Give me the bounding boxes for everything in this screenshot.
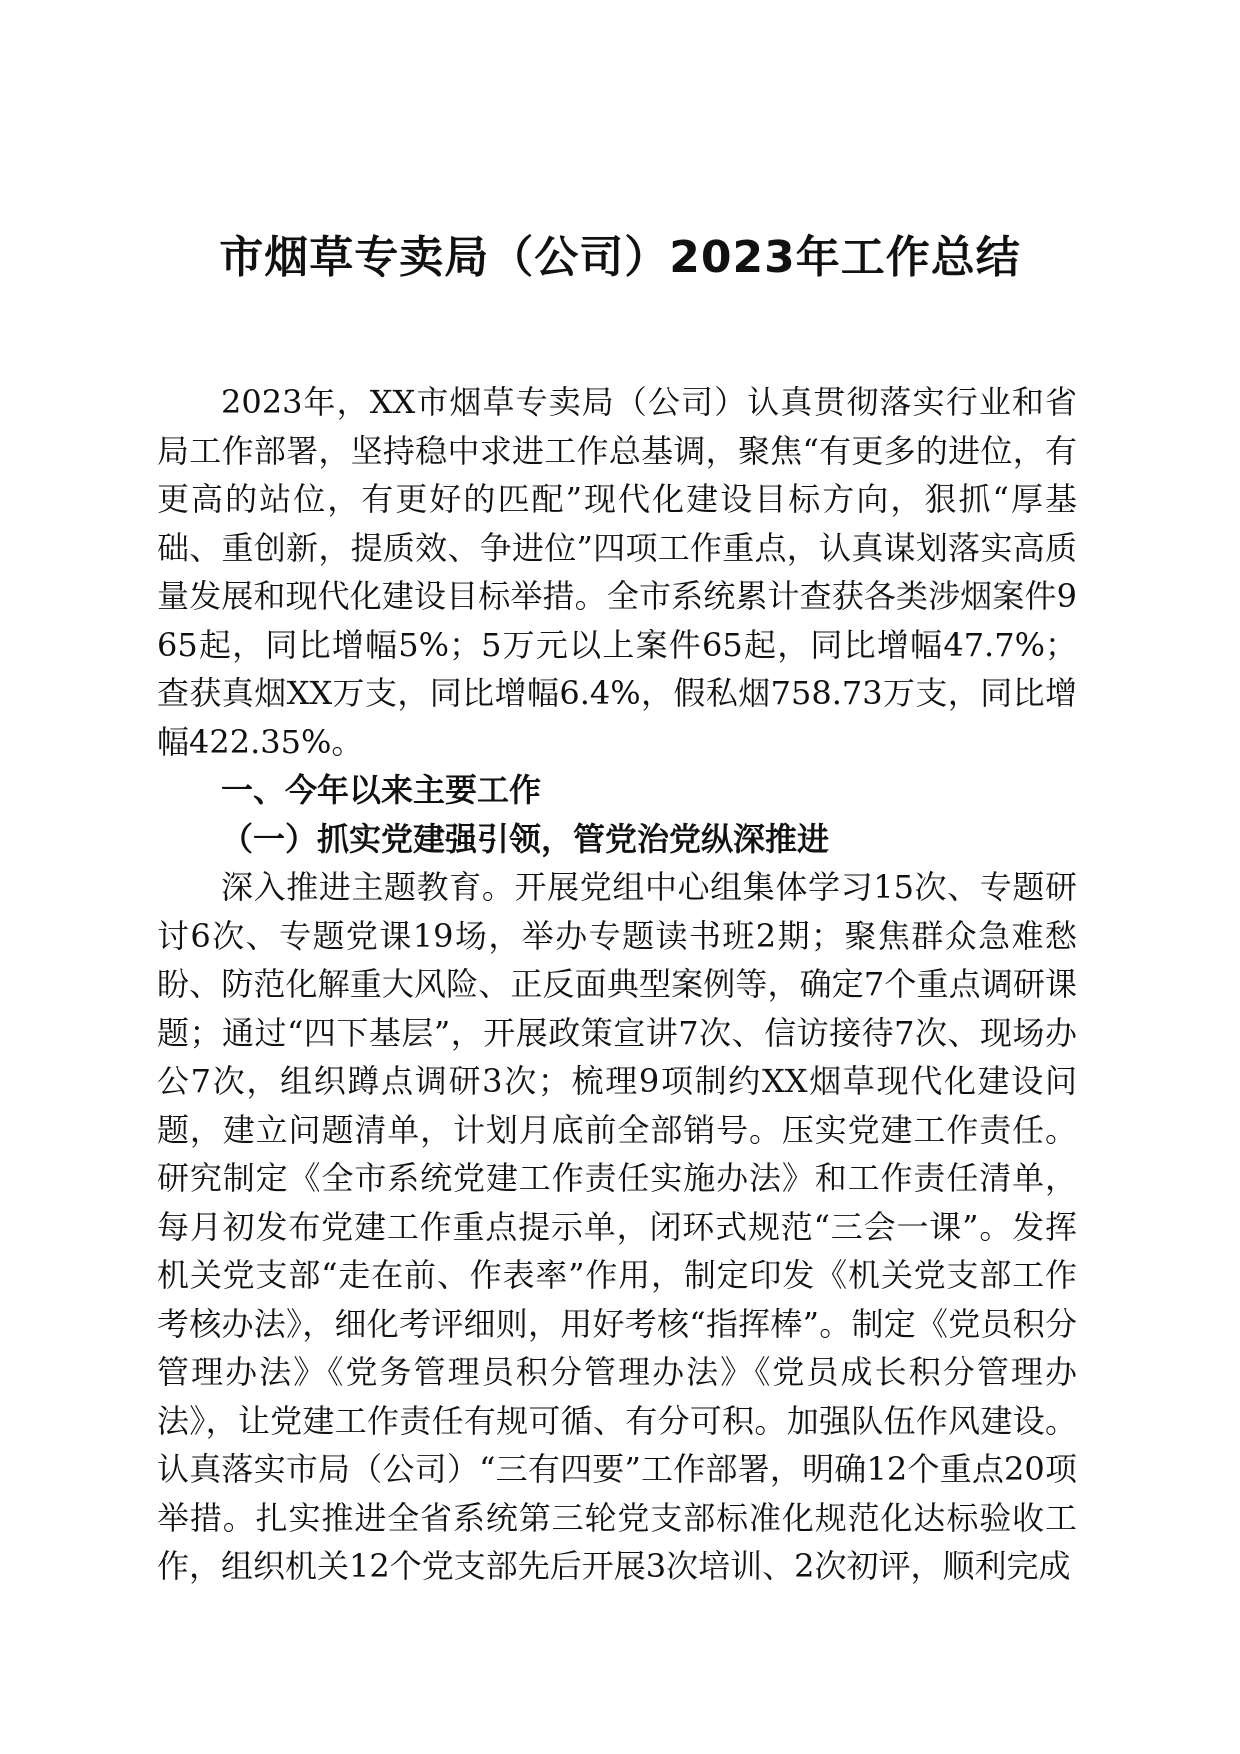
document-body	[157, 378, 1077, 1591]
subsection-paragraph: 深入推进主题教育。开展党组中心组集体学习15次、专题研讨6次、专题党课19场，举办专题读书班2期；聚焦群众急难愁盼、防范化解重大风险、正反面典型案例等，确定7个重点调研课题；通过“四下基层”，开展政策宣讲7次、信访接待7次、现场办公7次，组织蹲点调研3次；梳理9项制约XX烟草现代化建设问题，建立问题清单，计划月底前全部销号。压实党建工作责任。研究制定《全市系统党建工作责任实施办法》和工作责任清单，每月初发布党建工作重点提示单，闭环式规范“三会一课”。发挥机关党支部“走在前、作表率”作用，制定印发《机关党支部工作考核办法》，细化考评细则，用好考核“指挥棒”。制定《党员积分管理办法》《党务管理员积分管理办法》《党员成长积分管理办法》，让党建工作责任有规可循、有分可积。加强队伍作风建设。认真落实市局（公司）“三有四要”工作部署，明确12个重点20项举措。扎实推进全省系统第三轮党支部标准化规范化达标验收工作，组织机关12个党支部先后开展3次培训、2次初评，顺利完成	[157, 868, 1077, 1585]
document-title: 市烟草专卖局（公司）2023年工作总结	[219, 232, 1021, 283]
section-heading: 一、今年以来主要工作	[221, 771, 542, 809]
intro-paragraph: 2023年，XX市烟草专卖局（公司）认真贯彻落实行业和省局工作部署，坚持稳中求进工作总基调，聚焦“有更多的进位，有更高的站位，有更好的匹配”现代化建设目标方向，狠抓“厚基础、重创新，提质效、争进位”四项工作重点，认真谋划落实高质量发展和现代化建设目标举措。全市系统累计查获各类涉烟案件965起，同比增幅5%；5万元以上案件65起，同比增幅47.7%；查获真烟XX万支，同比增幅6.4%，假私烟758.73万支，同比增幅422.35%。	[157, 383, 1077, 761]
subsection-heading: （一）抓实党建强引领，管党治党纵深推进	[221, 819, 830, 858]
